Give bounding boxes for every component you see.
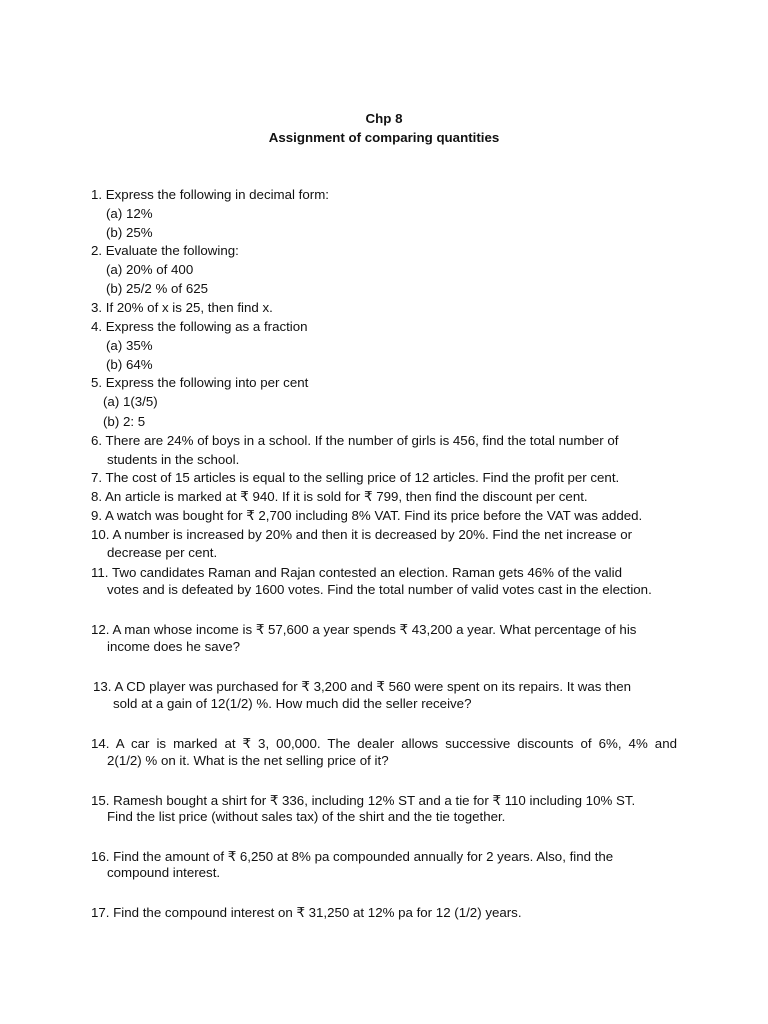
question-line: 12. A man whose income is ₹ 57,600 a year spends ₹ 43,200 a year. What percentage of his — [91, 622, 637, 637]
question-line: decrease per cent. — [107, 545, 218, 560]
question-line: Find the list price (without sales tax) of the shirt and the tie together. — [107, 809, 506, 824]
question-line: 16. Find the amount of ₹ 6,250 at 8% pa compounded annually for 2 years. Also, find the — [91, 849, 614, 864]
question-line: sold at a gain of 12(1/2) %. How much did the seller receive? — [113, 696, 472, 711]
question-line: (a) 12% — [106, 206, 153, 221]
question-line: (a) 35% — [106, 338, 153, 353]
question-line: 2(1/2) % on it. What is the net selling price of it? — [107, 753, 389, 768]
question-line: (b) 64% — [106, 357, 153, 372]
question-line: (a) 20% of 400 — [106, 262, 194, 277]
question-line: 14. A car is marked at ₹ 3, 00,000. The dealer allows successive discounts of 6%, 4% and — [91, 736, 677, 751]
question-line: compound interest. — [107, 865, 221, 880]
question-line: (b) 25% — [106, 225, 153, 240]
chapter-heading: Chp 8 — [365, 111, 403, 126]
question-line: (a) 1(3/5) — [103, 394, 158, 409]
question-line: 10. A number is increased by 20% and then it is decreased by 20%. Find the net increase or — [91, 527, 633, 542]
question-line: 17. Find the compound interest on ₹ 31,250 at 12% pa for 12 (1/2) years. — [91, 905, 522, 920]
question-line: 1. Express the following in decimal form: — [91, 187, 329, 202]
question-line: 4. Express the following as a fraction — [91, 319, 308, 334]
question-line: 8. An article is marked at ₹ 940. If it is sold for ₹ 799, then find the discount per cent. — [91, 489, 588, 504]
question-line: 11. Two candidates Raman and Rajan contested an election. Raman gets 46% of the valid — [91, 565, 622, 580]
question-line: 9. A watch was bought for ₹ 2,700 including 8% VAT. Find its price before the VAT was added. — [91, 508, 643, 523]
question-line: 7. The cost of 15 articles is equal to the selling price of 12 articles. Find the profit per cent. — [91, 470, 620, 485]
question-line: (b) 25/2 % of 625 — [106, 281, 209, 296]
question-line: votes and is defeated by 1600 votes. Find the total number of valid votes cast in the election. — [107, 582, 652, 597]
question-line: 15. Ramesh bought a shirt for ₹ 336, including 12% ST and a tie for ₹ 110 including 10% ST. — [91, 793, 636, 808]
question-line: 6. There are 24% of boys in a school. If the number of girls is 456, find the total number of — [91, 433, 619, 448]
question-line: 2. Evaluate the following: — [91, 243, 239, 258]
question-line: 3. If 20% of x is 25, then find x. — [91, 300, 273, 315]
question-line: income does he save? — [107, 639, 241, 654]
question-line: students in the school. — [107, 452, 240, 467]
question-line: (b) 2: 5 — [103, 414, 146, 429]
assignment-title: Assignment of comparing quantities — [268, 130, 500, 145]
question-line: 5. Express the following into per cent — [91, 375, 309, 390]
question-line: 13. A CD player was purchased for ₹ 3,200 and ₹ 560 were spent on its repairs. It was then — [93, 679, 632, 694]
